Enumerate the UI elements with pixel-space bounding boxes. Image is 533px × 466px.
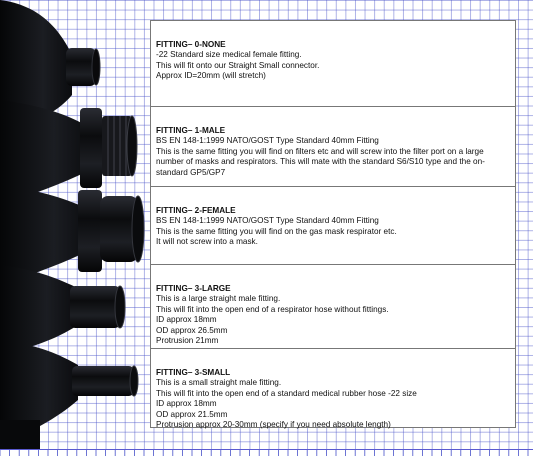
fitting-line: This will fit into the open end of a respirator hose without fittings. <box>156 304 389 314</box>
bag-3-large <box>0 265 78 355</box>
fitting-line: This is a small straight male fitting. <box>156 378 282 388</box>
fittings-panel <box>150 20 516 428</box>
ruler-ticks <box>0 450 533 466</box>
fitting-line: OD approx 26.5mm <box>156 325 228 335</box>
fitting-photos-svg <box>0 0 150 450</box>
fitting-title: FITTING– 1-MALE <box>156 126 226 135</box>
fitting-card-0-none <box>151 21 515 107</box>
fitting-photos <box>0 0 150 450</box>
fitting-1-male-nut <box>80 108 102 188</box>
fitting-line: BS EN 148-1:1999 NATO/GOST Type Standard 40mm Fitting <box>156 216 379 226</box>
fitting-3-large-tube <box>70 286 120 328</box>
fitting-3-small-tube <box>72 366 134 396</box>
fitting-line: OD approx 21.5mm <box>156 409 228 419</box>
fitting-line: This will fit into the open end of a standard medical rubber hose -22 size <box>156 388 417 398</box>
fitting-title: FITTING– 3-LARGE <box>156 284 231 293</box>
fitting-title: FITTING– 2-FEMALE <box>156 206 236 215</box>
fitting-title: FITTING– 0-NONE <box>156 40 226 49</box>
fitting-description: This is the same fitting you will find on filters etc and will screw into the filter port on a large number of masks and respirators. This will mate with the standard S6/S10 type and the on-standard GP5/GP7 <box>156 146 485 177</box>
fitting-line: Protrusion approx 20-30mm (specify if you need absolute length) <box>156 420 391 430</box>
fitting-line: This will fit onto our Straight Small connector. <box>156 60 320 70</box>
bottom-ruler <box>0 449 533 466</box>
fitting-card-2-female <box>151 187 515 265</box>
fitting-line: -22 Standard size medical female fitting. <box>156 50 302 60</box>
fitting-card-3-small <box>151 349 515 429</box>
fitting-2-female-nut <box>78 190 102 272</box>
fitting-card-3-large <box>151 265 515 349</box>
fitting-line: Protrusion 21mm <box>156 336 219 346</box>
fitting-title: FITTING– 3-SMALL <box>156 368 231 377</box>
fitting-line: Approx ID=20mm (will stretch) <box>156 71 266 81</box>
fitting-line: ID approx 18mm <box>156 399 217 409</box>
fitting-line: This is a large straight male fitting. <box>156 294 281 304</box>
fitting-line: It will not screw into a mask. <box>156 237 258 247</box>
fitting-card-1-male <box>151 107 515 187</box>
fitting-line: BS EN 148-1:1999 NATO/GOST Type Standard 40mm Fitting <box>156 136 379 146</box>
fitting-line: ID approx 18mm <box>156 315 217 325</box>
fitting-line: This is the same fitting you will find on the gas mask respirator etc. <box>156 226 397 236</box>
